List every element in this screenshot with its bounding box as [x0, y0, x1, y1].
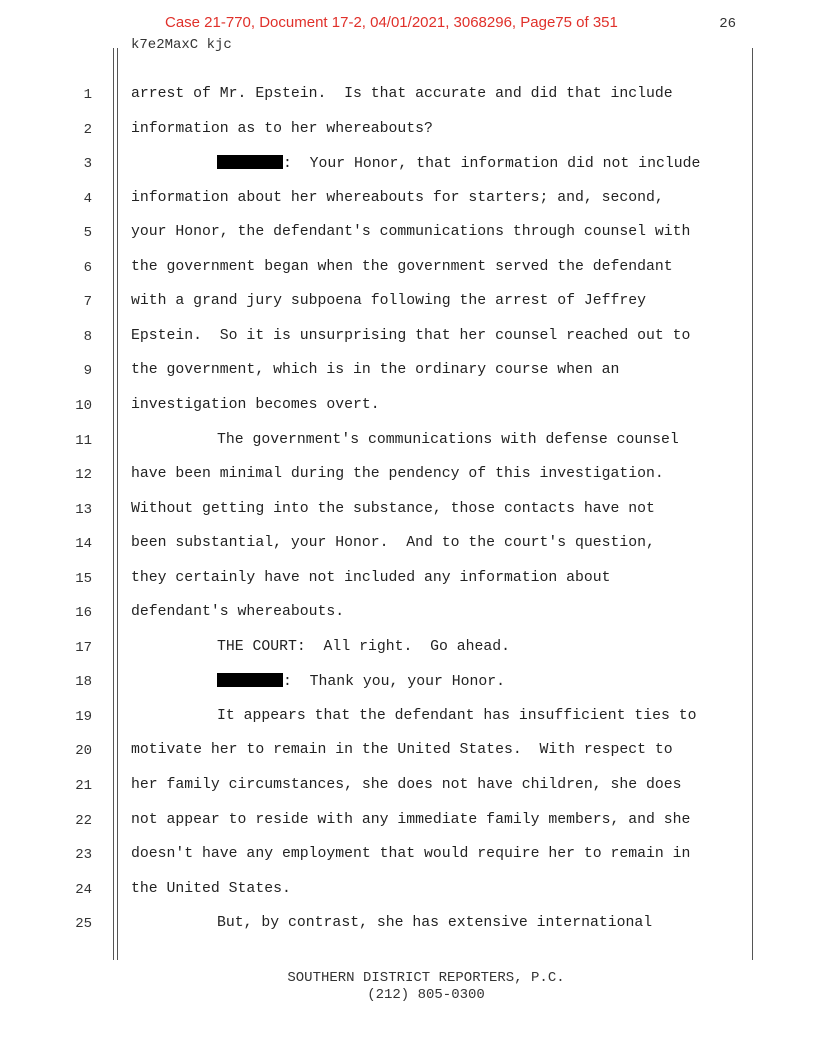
transcript-line-text: Without getting into the substance, those contacts have not [131, 501, 655, 517]
transcript-line [131, 224, 743, 240]
line-number: 25 [75, 916, 92, 932]
transcript-line-text: defendant's whereabouts. [131, 604, 345, 620]
transcript-line [131, 328, 743, 344]
transcript-line [131, 535, 743, 551]
transcript-line [131, 86, 743, 102]
transcript-line-text: your Honor, the defendant's communications through counsel with [131, 224, 691, 240]
transcript-line-text: THE COURT: All right. Go ahead. [217, 639, 511, 655]
line-number: 10 [75, 398, 92, 414]
line-number: 23 [75, 847, 92, 863]
transcript-line-text: motivate her to remain in the United States. With respect to [131, 742, 673, 758]
line-number: 2 [83, 122, 92, 138]
transcript-line-text: the United States. [131, 881, 291, 897]
line-number: 22 [75, 813, 92, 829]
transcript-line-text: information about her whereabouts for starters; and, second, [131, 190, 664, 206]
right-margin-rule [752, 48, 753, 960]
line-number: 14 [75, 536, 92, 552]
transcript-line [131, 673, 816, 690]
line-number: 7 [83, 294, 92, 310]
line-number: 20 [75, 743, 92, 759]
transcript-line [131, 121, 743, 137]
line-number: 11 [75, 433, 92, 449]
line-number: 12 [75, 467, 92, 483]
transcript-line-text: arrest of Mr. Epstein. Is that accurate and did that include [131, 86, 673, 102]
transcript-line-text: It appears that the defendant has insufficient ties to [217, 708, 697, 724]
transcript-line-text: have been minimal during the pendency of this investigation. [131, 466, 664, 482]
transcript-line-text: with a grand jury subpoena following the arrest of Jeffrey [131, 293, 647, 309]
transcript-line [131, 362, 743, 378]
transcript-line [131, 708, 816, 724]
page-number: 26 [719, 16, 736, 32]
transcript-line-text: not appear to reside with any immediate family members, and she [131, 812, 691, 828]
transcript-line [131, 293, 743, 309]
transcript-line-text: the government, which is in the ordinary course when an [131, 362, 620, 378]
line-number: 16 [75, 605, 92, 621]
redaction-box [217, 155, 283, 169]
line-number: 3 [83, 156, 92, 172]
transcript-line-text: the government began when the government served the defendant [131, 259, 673, 275]
reporter-name: SOUTHERN DISTRICT REPORTERS, P.C. [287, 970, 565, 986]
transcript-line [131, 466, 743, 482]
transcript-line [131, 190, 743, 206]
line-number: 15 [75, 571, 92, 587]
transcript-line-text: been substantial, your Honor. And to the court's question, [131, 535, 655, 551]
line-number: 1 [83, 87, 92, 103]
transcript-line-text: investigation becomes overt. [131, 397, 380, 413]
line-number: 6 [83, 260, 92, 276]
transcript-line-text: doesn't have any employment that would require her to remain in [131, 846, 691, 862]
transcript-line [131, 397, 743, 413]
case-stamp: Case 21-770, Document 17-2, 04/01/2021, 3068296, Page75 of 351 [165, 14, 618, 31]
transcript-line [131, 432, 816, 448]
transcript-line-text: : Thank you, your Honor. [283, 674, 505, 690]
line-number: 9 [83, 363, 92, 379]
left-margin-rule-inner [117, 48, 118, 960]
line-number: 19 [75, 709, 92, 725]
transcript-line [131, 846, 743, 862]
transcript-line [131, 777, 743, 793]
line-number: 13 [75, 502, 92, 518]
line-number: 4 [83, 191, 92, 207]
line-number: 18 [75, 674, 92, 690]
transcript-line [131, 570, 743, 586]
transcript-line [131, 155, 816, 172]
transcript-line-text: The government's communications with defense counsel [217, 432, 679, 448]
left-margin-rule [113, 48, 114, 960]
transcript-line [131, 742, 743, 758]
transcript-line-text: her family circumstances, she does not have children, she does [131, 777, 682, 793]
transcript-line [131, 501, 743, 517]
line-number: 5 [83, 225, 92, 241]
transcript-line-text: But, by contrast, she has extensive international [217, 915, 653, 931]
line-number: 21 [75, 778, 92, 794]
reporter-phone: (212) 805-0300 [367, 987, 485, 1003]
line-number: 24 [75, 882, 92, 898]
line-number: 8 [83, 329, 92, 345]
redaction-box [217, 673, 283, 687]
transcript-line [131, 259, 743, 275]
transcript-line [131, 604, 743, 620]
transcript-line-text: information as to her whereabouts? [131, 121, 433, 137]
line-number: 17 [75, 640, 92, 656]
transcript-line [131, 639, 816, 655]
transcript-line-text: Epstein. So it is unsurprising that her counsel reached out to [131, 328, 691, 344]
transcript-line [131, 812, 743, 828]
transcript-line-text: they certainly have not included any information about [131, 570, 611, 586]
transcript-id: k7e2MaxC kjc [131, 37, 232, 53]
transcript-line-text: : Your Honor, that information did not include [283, 156, 701, 172]
transcript-line [131, 881, 743, 897]
transcript-line [131, 915, 816, 931]
